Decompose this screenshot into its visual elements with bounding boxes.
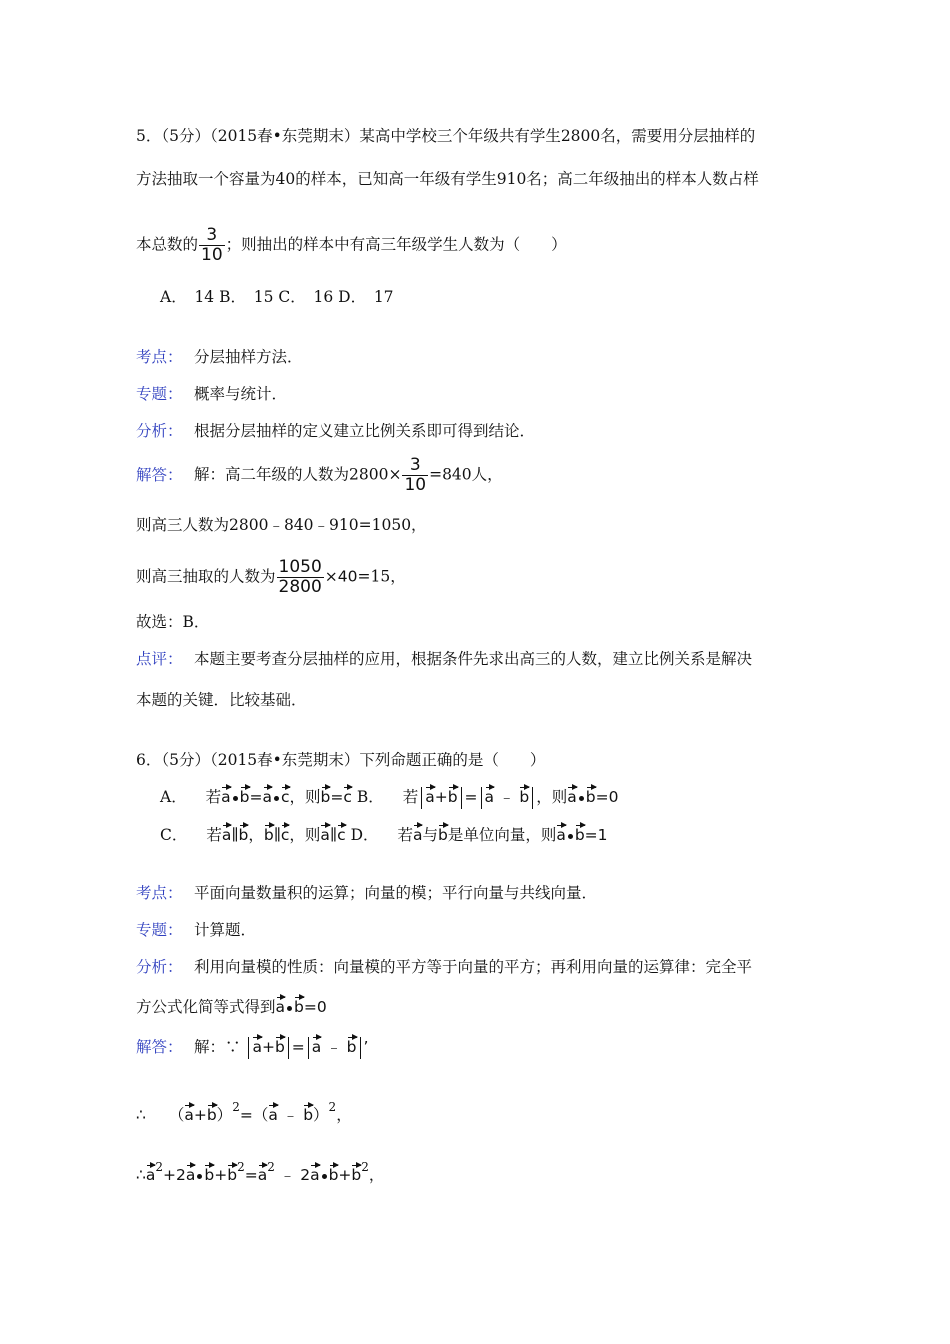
- equals-zero: =0: [595, 788, 619, 806]
- q6-step-expand: $\therefore a^2+2a$ $b+b^2=a^2$ ﹣ 2a $b+b^2$，: [136, 1160, 385, 1184]
- vector-a: a: [276, 992, 286, 1015]
- label-jieda: 解答：: [136, 465, 183, 484]
- vector-b: b: [264, 820, 274, 843]
- q6-stem: 6．（5分）（2015春•东莞期末）下列命题正确的是（ ）: [136, 751, 546, 769]
- q5-options: A． 14 B． 15 C． 16 D． 17: [160, 288, 394, 306]
- vector-a: a: [485, 782, 495, 805]
- abs-bar: [308, 1037, 309, 1059]
- q5-answer: 故选：B．: [136, 613, 210, 631]
- fenxi-text: 方公式化简等式得到: [136, 998, 276, 1016]
- abs-bar: [461, 787, 462, 809]
- dot-operator: [287, 1006, 292, 1011]
- parallel-symbol: ∥: [273, 826, 281, 844]
- vector-a: a: [320, 820, 330, 843]
- denominator: 10: [201, 245, 223, 265]
- q5-fenxi: [136, 419, 535, 443]
- dot-operator: [274, 796, 279, 801]
- vector-b: b: [329, 1160, 339, 1183]
- q5-text: 本总数的: [136, 235, 199, 254]
- vector-b: b: [448, 782, 458, 805]
- q6-jieda: 解答： 解：∵ a+b = a ﹣ b ’: [136, 1032, 368, 1059]
- ze-text: ，则: [289, 788, 321, 806]
- vector-a: a: [413, 820, 423, 843]
- option-c-label: C．: [160, 826, 188, 844]
- vector-b: b: [275, 1032, 285, 1055]
- dot-operator: [322, 1174, 327, 1179]
- vector-b: b: [519, 782, 529, 805]
- jieda-text: =840人，: [429, 465, 503, 484]
- q6-step-square: ∴ $(a+b)^2=(a$ ﹣ b）$^2$，: [136, 1100, 352, 1124]
- abs-bar: [360, 1037, 361, 1059]
- unit-text: 是单位向量，则: [447, 826, 557, 844]
- kaodian-text: 平面向量数量积的运算；向量的模；平行向量与共线向量．: [194, 884, 598, 902]
- jie-text: 解：∵: [194, 1038, 241, 1056]
- zhuanti-text: 计算题．: [194, 921, 257, 939]
- vector-a: a: [186, 1160, 196, 1183]
- abs-bar: [248, 1037, 249, 1059]
- q6-options-ab: A． 若a b=a c，则b=c B． 若 a+b = a ﹣ b ，则a b=0: [160, 782, 618, 809]
- vector-b: b: [438, 820, 448, 843]
- q5-stem-line-3: [136, 226, 567, 265]
- q6-options-cd: [160, 820, 608, 847]
- vector-a: a: [263, 782, 273, 805]
- vector-a: a: [268, 1100, 278, 1123]
- fraction: [277, 558, 324, 597]
- ruo-text: 若: [205, 788, 222, 806]
- q5-jieda: [136, 456, 503, 495]
- q6-fenxi-line-2: [136, 992, 327, 1019]
- vector-b: b: [351, 1160, 361, 1183]
- denominator: 2800: [278, 577, 322, 597]
- vector-b: b: [321, 782, 331, 805]
- ruo-text: 若: [206, 826, 222, 844]
- vector-a: a: [567, 782, 577, 805]
- q6-kaodian: [136, 881, 597, 905]
- q5-kaodian: [136, 345, 303, 369]
- yu-text: 与: [422, 826, 438, 844]
- vector-a: a: [221, 782, 231, 805]
- fenxi-text: 利用向量模的性质：向量模的平方等于向量的平方；再利用向量的运算律：完全平: [194, 958, 753, 976]
- vector-b: b: [347, 1032, 357, 1055]
- q5-dianping-line-2: 本题的关键．比较基础．: [136, 691, 307, 709]
- numerator: 3: [402, 456, 428, 476]
- zhuanti-text: 概率与统计．: [194, 385, 288, 403]
- q5-stem-line-2: 方法抽取一个容量为40的样本，已知高一年级有学生910名；高二年级抽出的样本人数占样: [136, 170, 759, 188]
- q5-text: ；则抽出的样本中有高三年级学生人数为（ ）: [225, 235, 567, 254]
- jieda-text: 解：高二年级的人数为2800×: [194, 465, 402, 484]
- ruo-text: 若: [402, 788, 419, 806]
- option-b-label: B．: [356, 788, 384, 806]
- kaodian-text: 分层抽样方法．: [194, 348, 303, 366]
- vector-a: a: [425, 782, 435, 805]
- dot-operator: [233, 796, 238, 801]
- abs-bar: [532, 787, 533, 809]
- comma: ，: [248, 826, 264, 844]
- label-zhuanti: 专题：: [136, 385, 183, 403]
- q5-step-2: 则高三人数为2800﹣840﹣910=1050，: [136, 516, 427, 534]
- denominator: 10: [404, 475, 427, 495]
- label-fenxi: 分析：: [136, 958, 183, 976]
- vector-b: b: [586, 782, 596, 805]
- ruo-text: 若: [397, 826, 413, 844]
- fenxi-text: 根据分层抽样的定义建立比例关系即可得到结论．: [194, 422, 536, 440]
- vector-b: b: [204, 1160, 214, 1183]
- label-fenxi: 分析：: [136, 422, 183, 440]
- vector-b: b: [227, 1160, 237, 1183]
- q5-stem-line-1: 5．（5分）（2015春•东莞期末）某高中学校三个年级共有学生2800名，需要用分层抽样的: [136, 127, 756, 145]
- vector-a: a: [252, 1032, 262, 1055]
- vector-a: a: [556, 820, 566, 843]
- vector-a: a: [258, 1160, 268, 1183]
- vector-b: b: [303, 1100, 313, 1123]
- vector-b: b: [240, 782, 250, 805]
- vector-c: c: [281, 820, 290, 843]
- q6-zhuanti: [136, 918, 256, 942]
- vector-a: a: [310, 1160, 320, 1183]
- vector-a: a: [312, 1032, 322, 1055]
- q6-fenxi: [136, 955, 752, 979]
- numerator: 1050: [278, 557, 322, 577]
- step-text: =15，: [357, 567, 406, 586]
- vector-b: b: [575, 820, 585, 843]
- label-kaodian: 考点：: [136, 884, 183, 902]
- vector-c: c: [337, 820, 346, 843]
- equals-zero: =0: [303, 998, 327, 1016]
- dot-operator: [197, 1174, 202, 1179]
- parallel-symbol: ∥: [231, 826, 239, 844]
- equals-one: =1: [584, 826, 608, 844]
- label-zhuanti: 专题：: [136, 921, 183, 939]
- dianping-text: 本题主要考查分层抽样的应用，根据条件先求出高三的人数，建立比例关系是解决: [194, 650, 753, 668]
- vector-c: c: [343, 782, 352, 805]
- q5-zhuanti: [136, 382, 287, 406]
- multiply-40: ×40: [324, 567, 358, 586]
- numerator: 3: [199, 226, 225, 246]
- ze-text: ，则: [289, 826, 321, 844]
- vector-a: a: [222, 820, 232, 843]
- label-dianping: 点评：: [136, 650, 183, 668]
- therefore-symbol: ∴: [136, 1166, 146, 1184]
- abs-bar: [288, 1037, 289, 1059]
- label-jieda: 解答：: [136, 1038, 183, 1056]
- option-d-label: D．: [350, 826, 379, 844]
- vector-b: b: [207, 1100, 217, 1123]
- therefore-symbol: ∴: [136, 1106, 146, 1124]
- q5-step-3: [136, 558, 406, 597]
- parallel-symbol: ∥: [329, 826, 338, 844]
- abs-bar: [421, 787, 422, 809]
- fraction: [402, 456, 428, 495]
- fraction: [199, 226, 225, 265]
- dot-operator: [568, 834, 573, 839]
- dot-operator: [579, 796, 584, 801]
- q5-dianping: [136, 647, 752, 671]
- option-a-label: A．: [160, 788, 187, 806]
- vector-c: c: [281, 782, 290, 805]
- label-kaodian: 考点：: [136, 348, 183, 366]
- vector-b: b: [294, 992, 304, 1015]
- ze-text: ，则: [536, 788, 568, 806]
- abs-bar: [481, 787, 482, 809]
- vector-a: a: [184, 1100, 194, 1123]
- vector-b: b: [239, 820, 249, 843]
- vector-a: a: [146, 1160, 156, 1183]
- step-text: 则高三抽取的人数为: [136, 567, 276, 586]
